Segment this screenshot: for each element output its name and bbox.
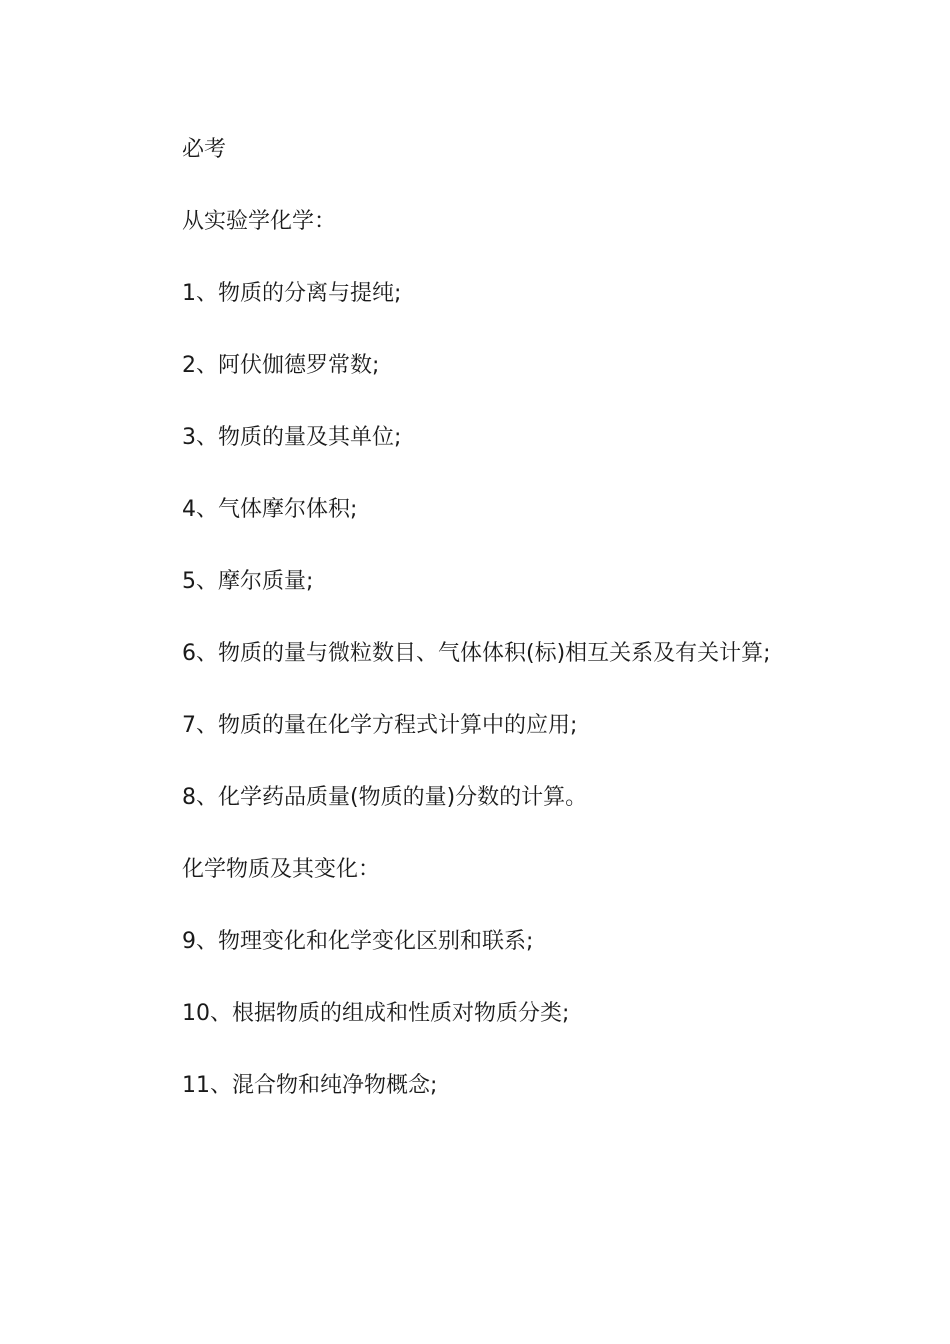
section-title-experimental-chemistry: 从实验学化学： (182, 209, 337, 234)
list-item: 2、阿伏伽德罗常数; (182, 353, 380, 378)
list-item: 5、摩尔质量; (182, 569, 314, 594)
list-item: 7、物质的量在化学方程式计算中的应用; (182, 713, 578, 738)
section-title-chemical-substances: 化学物质及其变化： (182, 857, 381, 882)
list-item: 1、物质的分离与提纯; (182, 281, 402, 306)
list-item: 4、气体摩尔体积; (182, 497, 358, 522)
list-item: 9、物理变化和化学变化区别和联系; (182, 929, 534, 954)
list-item: 10、根据物质的组成和性质对物质分类; (182, 1001, 570, 1026)
heading-required: 必考 (182, 137, 227, 162)
list-item: 6、物质的量与微粒数目、气体体积(标)相互关系及有关计算; (182, 641, 771, 666)
list-item: 11、混合物和纯净物概念; (182, 1073, 438, 1098)
list-item: 8、化学药品质量(物质的量)分数的计算。 (182, 785, 588, 810)
list-item: 3、物质的量及其单位; (182, 425, 402, 450)
